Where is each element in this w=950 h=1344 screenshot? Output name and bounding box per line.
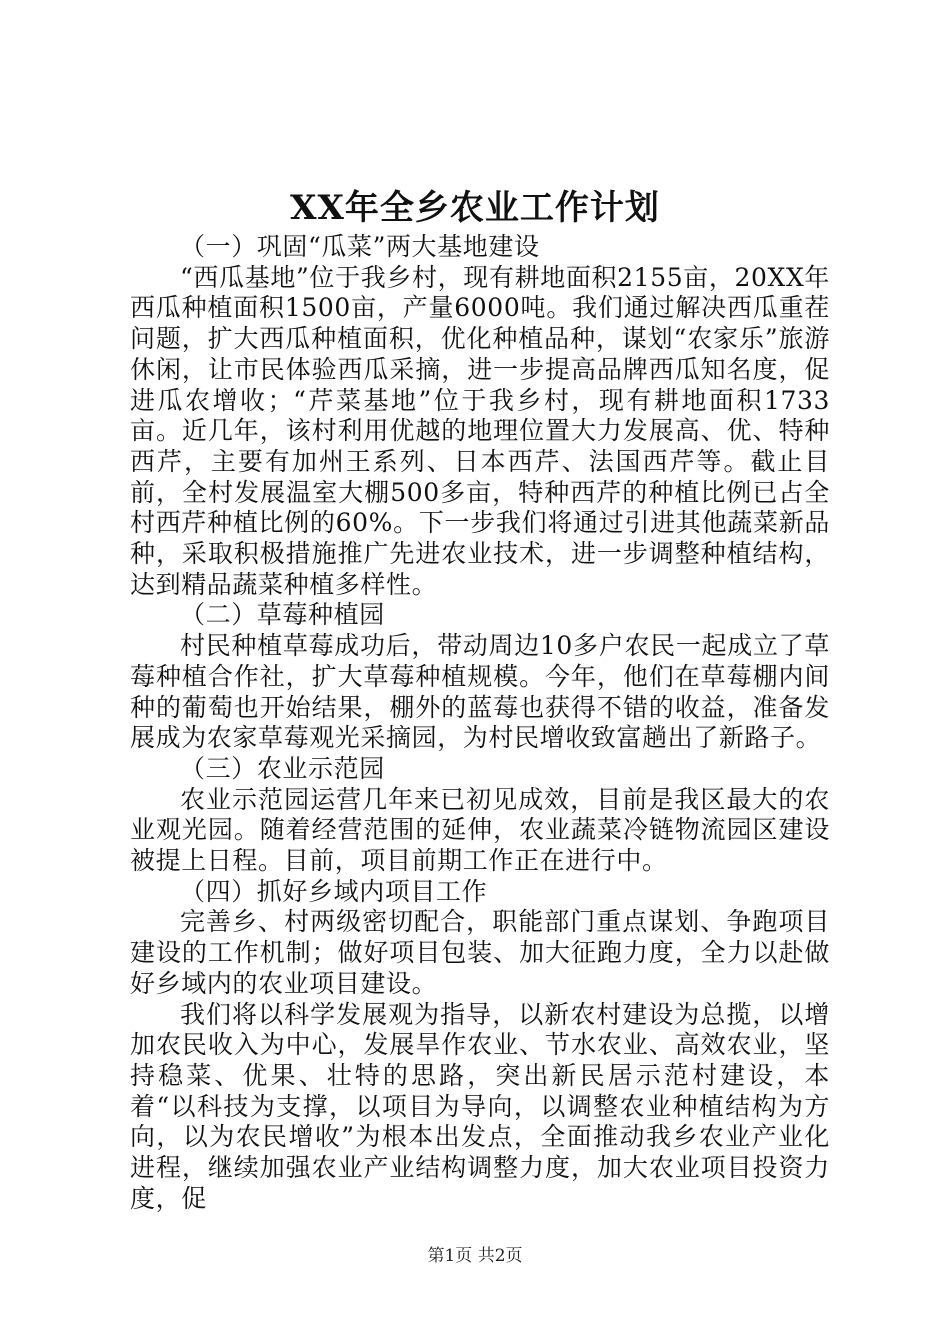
paragraph-4: 完善乡、村两级密切配合，职能部门重点谋划、争跑项目建设的工作机制；做好项目包装、加大征跑力度，全力以赴做好乡域内的农业项目建设。 <box>130 907 830 998</box>
paragraph-2: 村民种植草莓成功后，带动周边10多户农民一起成立了草莓种植合作社，扩大草莓种植规模。今年，他们在草莓棚内间种的葡萄也开始结果，棚外的蓝莓也获得不错的收益，准备发展成为农家草莓观光采摘园，为村民增收致富趟出了新路子。 <box>130 631 830 753</box>
section-heading-2: （二）草莓种植园 <box>180 600 385 630</box>
document-body <box>130 232 830 1215</box>
section-heading-3: （三）农业示范园 <box>180 753 385 783</box>
paragraph-5: 我们将以科学发展观为指导，以新农村建设为总揽，以增加农民收入为中心，发展旱作农业、节水农业、高效农业，坚持稳菜、优果、壮特的思路，突出新民居示范村建设，本着“以科技为支撑，以项目为导向，以调整农业种植结构为方向，以为农民增收”为根本出发点，全面推动我乡农业产业化进程，继续加强农业产业结构调整力度，加大农业项目投资力度，促 <box>130 999 830 1213</box>
section-heading-1: （一）巩固“瓜菜”两大基地建设 <box>180 232 540 261</box>
paragraph-3: 农业示范园运营几年来已初见成效，目前是我区最大的农业观光园。随着经营范围的延伸，农业蔬菜冷链物流园区建设被提上日程。目前，项目前期工作正在进行中。 <box>130 784 830 876</box>
document-title: XX年全乡农业工作计划 <box>290 188 660 228</box>
page-footer: 第1页 共2页 <box>427 1246 523 1266</box>
section-heading-4: （四）抓好乡域内项目工作 <box>180 876 488 906</box>
paragraph-1: “西瓜基地”位于我乡村，现有耕地面积2155亩，20XX年西瓜种植面积1500亩，产量6000吨。我们通过解决西瓜重茬问题，扩大西瓜种植面积，优化种植品种，谋划“农家乐”旅游休闲，让市民体验西瓜采摘，进一步提高品牌西瓜知名度，促进瓜农增收；“芹菜基地”位于我乡村，现有耕地面积1733亩。近几年，该村利用优越的地理位置大力发展高、优、特种西芹，主要有加州王系列、日本西芹、法国西芹等。截止目前，全村发展温室大棚500多亩，特种西芹的种植比例已占全村西芹种植比例的60%。下一步我们将通过引进其他蔬菜新品种，采取积极措施推广先进农业技术，进一步调整种植结构，达到精品蔬菜种植多样性。 <box>130 262 830 599</box>
